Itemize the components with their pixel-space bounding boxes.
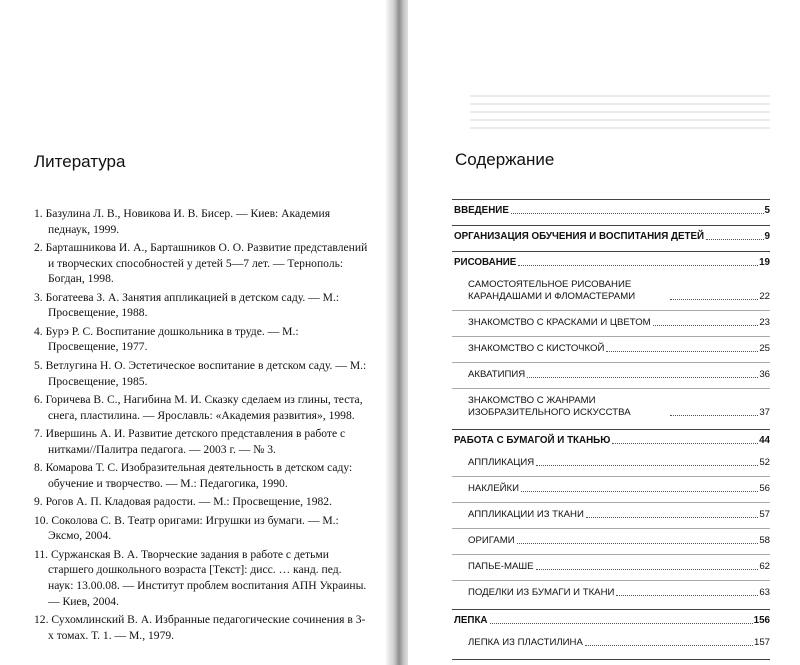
toc-dot-leader [517,543,759,544]
toc-subsection-row [452,554,770,580]
toc-dot-leader [527,377,758,378]
toc-dot-leader [511,213,764,214]
toc-page-number: 23 [759,317,770,328]
toc-page-number: 58 [759,535,770,546]
toc-dot-leader [536,569,759,570]
toc-subsection-row [452,310,770,336]
toc-entry-title: ВВЕДЕНИЕ [454,205,509,216]
toc-page-number: 156 [753,615,770,626]
toc-entry-title: РАБОТА С БУМАГОЙ И ТКАНЬЮ [454,435,611,446]
toc-section [452,225,770,251]
toc-page-number: 22 [759,291,770,302]
toc-entry-title: НАКЛЕЙКИ [468,483,519,494]
toc-subsection-row [452,274,770,310]
toc-subsection-row [452,336,770,362]
bleed-through-text [470,95,770,135]
toc-entry-title: ПОДЕЛКИ ИЗ БУМАГИ И ТКАНИ [468,587,615,598]
bibliography-item: 2. Барташникова И. А., Барташников О. О. Развитие представлений и творческих способностей у детей 5—7 лет. — Тернополь: Богдан, 1998. [34,241,368,286]
table-of-contents [452,199,770,660]
toc-entry-title: ОРИГАМИ [468,535,515,546]
toc-entry-title: ЛЕПКА ИЗ ПЛАСТИЛИНА [468,637,583,648]
toc-page-number: 9 [764,231,770,242]
toc-page-number: 19 [759,257,770,268]
toc-section [452,251,770,429]
bibliography-item: 5. Ветлугина Н. О. Эстетическое воспитание в детском саду. — М.: Просвещение, 1985. [34,358,367,388]
bibliography-list [34,206,369,646]
toc-subsection-row [452,388,770,426]
toc-section-row [452,203,770,222]
bibliography-item: 9. Рогов А. П. Кладовая радости. — М.: Просвещение, 1982. [34,495,333,509]
toc-section-row [452,229,770,248]
bibliography-item: 10. Соколова С. В. Театр оригами: Игрушки из бумаги. — М.: Эксмо, 2004. [34,513,339,543]
bibliography-item: 12. Сухомлинский В. А. Избранные педагогические сочинения в 3-х томах. Т. 1. — М., 1979. [34,613,366,642]
toc-page-number: 63 [759,587,770,598]
toc-entry-title: САМОСТОЯТЕЛЬНОЕ РИСОВАНИЕ КАРАНДАШАМИ И ФЛОМАСТЕРАМИ [468,279,636,302]
toc-dot-leader [536,465,758,466]
bibliography-item: 8. Комарова Т. С. Изобразительная деятельность в детском саду: обучение и творчество. — М.: Педагогика, 1990. [34,461,353,490]
toc-entry-title: ЗНАКОМСТВО С КИСТОЧКОЙ [468,343,605,354]
toc-entry-title: АКВАТИПИЯ [468,369,526,380]
toc-entry-title: ЛЕПКА [454,615,488,626]
toc-dot-leader [585,645,753,646]
toc-subsection-row [452,502,770,528]
contents-title: Содержание [455,150,555,169]
bibliography-item: 3. Богатеева З. А. Занятия аппликацией в детском саду. — М.: Просвещение, 1988. [34,290,340,320]
bibliography-item: 6. Горичева В. С., Нагибина М. И. Сказку сделаем из глины, теста, снега, пластилина. — Ярославль: «Академия развития», 1998. [34,392,363,422]
toc-page-number: 36 [759,369,770,380]
toc-section [452,609,770,659]
bibliography-item: 4. Бурэ Р. С. Воспитание дошкольника в труде. — М.: Просвещение, 1977. [34,324,299,354]
toc-subsection-row [452,452,770,476]
toc-section [452,199,770,225]
left-page [0,0,392,665]
toc-bottom-rule [452,659,770,660]
toc-dot-leader [653,325,759,326]
toc-section [452,429,770,609]
toc-dot-leader [670,299,758,300]
toc-subsection-row [452,362,770,388]
toc-page-number: 56 [759,483,770,494]
toc-page-number: 44 [759,435,770,446]
bibliography-item: 7. Ивершинь А. И. Развитие детского представления в работе с нитками//Палитра педагога. — 2003 г. — № 3. [34,427,346,456]
toc-subsection-row [452,632,770,656]
toc-page-number: 5 [764,205,770,216]
toc-dot-leader [616,595,758,596]
toc-subsection-row [452,580,770,606]
toc-dot-leader [521,491,758,492]
toc-subsection-row [452,528,770,554]
toc-page-number: 62 [759,561,770,572]
toc-entry-title: ЗНАКОМСТВО С КРАСКАМИ И ЦВЕТОМ [468,317,651,328]
toc-subsection-row [452,476,770,502]
toc-dot-leader [586,517,758,518]
toc-section-row [452,255,770,274]
bibliography-title: Литература [34,152,126,171]
bibliography-item: 11. Суржанская В. А. Творческие задания в работе с детьми старшего дошкольного возраста [Текст]: дисс. … канд. пед. наук: 13.00.08. — Институт проблем воспитания АПН Украины. — Киев, 2004. [34,547,367,608]
toc-page-number: 52 [759,457,770,468]
toc-entry-title: РИСОВАНИЕ [454,257,517,268]
toc-section-row [452,433,770,452]
toc-section-row [452,613,770,632]
toc-dot-leader [706,239,764,240]
bibliography-item: 1. Базулина Л. В., Новикова И. В. Бисер. — Киев: Академия педнаук, 1999. [34,207,331,236]
toc-page-number: 25 [759,343,770,354]
toc-entry-title: ПАПЬЕ-МАШЕ [468,561,534,572]
toc-entry-title: АППЛИКАЦИЯ [468,457,535,468]
toc-page-number: 37 [759,407,770,418]
toc-page-number: 157 [753,637,770,648]
toc-dot-leader [490,623,753,624]
toc-entry-title: ЗНАКОМСТВО С ЖАНРАМИ ИЗОБРАЗИТЕЛЬНОГО ИСКУССТВА [468,395,631,418]
toc-entry-title: ОРГАНИЗАЦИЯ ОБУЧЕНИЯ И ВОСПИТАНИЯ ДЕТЕЙ [454,231,705,242]
toc-dot-leader [606,351,758,352]
toc-dot-leader [518,265,758,266]
toc-page-number: 57 [759,509,770,520]
toc-dot-leader [670,415,758,416]
toc-dot-leader [612,443,758,444]
toc-entry-title: АППЛИКАЦИИ ИЗ ТКАНИ [468,509,584,520]
